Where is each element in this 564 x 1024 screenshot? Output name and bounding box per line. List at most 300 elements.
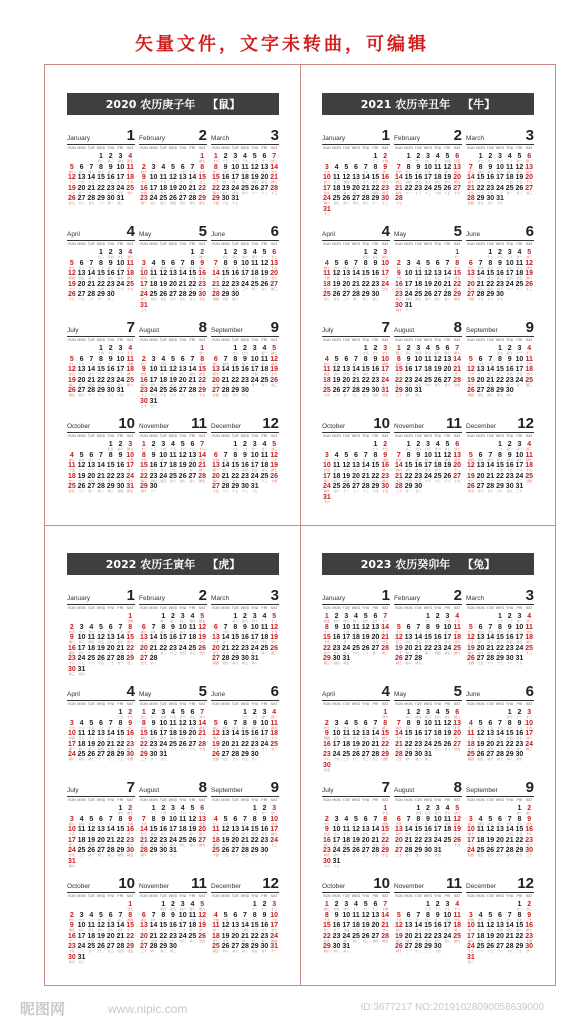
lunar-day: 初二 — [199, 832, 206, 836]
lunar-day: 十二 — [415, 190, 422, 195]
lunar-day: 初六 — [107, 382, 114, 387]
weekday-label: WED — [495, 338, 505, 342]
day-number: 18 — [352, 634, 360, 641]
lunar-day: 廿九 — [222, 938, 229, 943]
lunar-day: 初九 — [333, 907, 340, 911]
lunar-day: 三十 — [150, 372, 157, 376]
day-cell — [505, 837, 515, 848]
day-cell — [168, 195, 178, 206]
lunar-day: 十六 — [78, 832, 85, 836]
day-cell — [423, 452, 433, 463]
day-number: 20 — [231, 932, 240, 940]
day-cell — [96, 816, 106, 827]
day-cell — [197, 195, 207, 206]
lunar-day: 初十 — [372, 372, 379, 376]
lunar-day: 十四 — [127, 821, 134, 826]
day-cell — [443, 741, 453, 752]
day-number: 8 — [252, 911, 257, 919]
day-cell — [96, 912, 106, 923]
day-number: 18 — [77, 740, 86, 748]
lunar-day: 初六 — [222, 949, 229, 953]
day-number: 24 — [270, 932, 279, 940]
day-number: 5 — [468, 451, 473, 459]
day-number: 16 — [505, 462, 514, 469]
day-number: 23 — [381, 184, 390, 192]
lunar-day: 十八 — [477, 842, 484, 847]
day-cell — [86, 730, 96, 741]
day-number: 14 — [87, 270, 96, 277]
day-number: 14 — [198, 719, 207, 727]
day-cell — [485, 933, 495, 944]
day-cell — [485, 730, 495, 741]
day-cell — [240, 741, 250, 752]
day-number: 13 — [342, 366, 351, 373]
lunar-day: 十二 — [271, 255, 278, 259]
day-number: 23 — [260, 836, 269, 844]
day-number: 24 — [178, 932, 187, 940]
lunar-day: 初九 — [343, 265, 350, 270]
day-cell — [423, 837, 433, 848]
day-grid — [394, 249, 462, 312]
day-number: 8 — [517, 815, 522, 823]
day-cell — [240, 751, 250, 762]
day-cell — [260, 345, 270, 356]
day-number: 4 — [435, 153, 440, 160]
lunar-day: 初八 — [415, 468, 422, 472]
day-number: 8 — [118, 815, 123, 823]
day-cell — [413, 922, 423, 933]
lunar-day: 十五 — [199, 917, 206, 922]
day-number: 29 — [371, 483, 380, 490]
day-number: 12 — [525, 259, 534, 267]
day-cell — [371, 473, 381, 484]
lunar-day: 廿三 — [97, 190, 104, 195]
lunar-day: 初五 — [222, 661, 229, 665]
day-cell — [371, 249, 381, 260]
lunar-day: 廿七 — [333, 650, 340, 655]
day-number: 10 — [322, 462, 331, 469]
day-cell — [351, 164, 361, 175]
weekday-label: THU — [362, 434, 370, 438]
weekday-label: SAT — [270, 798, 278, 802]
day-cell — [380, 387, 390, 398]
lunar-day: 廿七 — [434, 746, 441, 751]
lunar-day: 廿五 — [352, 928, 359, 932]
day-cell — [125, 943, 135, 954]
month-number: 11 — [191, 415, 207, 432]
lunar-day: 廿四 — [127, 361, 134, 366]
day-number: 27 — [453, 740, 462, 748]
lunar-day: 十三 — [343, 746, 350, 751]
day-number: 18 — [433, 462, 442, 469]
weekday-label: THU — [434, 798, 442, 802]
day-number: 24 — [424, 472, 432, 480]
weekday-label: TUE — [87, 606, 95, 610]
day-number: 21 — [188, 184, 197, 192]
day-cell — [413, 185, 423, 196]
day-cell — [524, 837, 534, 848]
day-cell — [466, 837, 476, 848]
lunar-day: 初八 — [516, 821, 523, 826]
day-cell — [394, 473, 404, 484]
day-cell — [322, 933, 332, 944]
day-number: 9 — [373, 355, 378, 363]
day-number: 16 — [139, 184, 148, 192]
lunar-day: 廿六 — [487, 201, 494, 205]
day-cell — [443, 922, 453, 933]
day-cell — [351, 377, 361, 388]
day-cell — [485, 185, 495, 196]
day-cell — [197, 452, 207, 463]
lunar-day: 初五 — [323, 372, 330, 376]
lunar-day: 廿五 — [68, 372, 75, 376]
lunar-day: 廿一 — [251, 746, 258, 751]
weekday-label: SAT — [525, 146, 533, 150]
weekday-label: WED — [96, 242, 106, 246]
day-number: 27 — [371, 644, 380, 652]
day-number: 29 — [97, 195, 105, 202]
day-number: 20 — [476, 376, 485, 384]
day-cell — [443, 645, 453, 656]
day-cell — [149, 260, 159, 271]
day-cell — [394, 634, 404, 645]
day-number: 10 — [424, 451, 432, 459]
month-rule — [67, 432, 135, 433]
month-block — [322, 129, 390, 215]
lunar-day: 三十 — [199, 190, 206, 195]
day-number: 9 — [435, 911, 440, 919]
lunar-day: 廿八 — [261, 821, 268, 826]
lunar-day: 三十 — [88, 917, 95, 922]
lunar-day: 十六 — [127, 715, 134, 719]
lunar-day: 廿三 — [179, 457, 186, 462]
lunar-day: 十七 — [496, 297, 503, 301]
day-cell — [139, 741, 149, 752]
day-number: 18 — [260, 462, 269, 469]
month-block — [466, 877, 534, 963]
day-cell — [149, 730, 159, 741]
lunar-day: 十二 — [352, 489, 359, 493]
day-cell — [197, 901, 207, 912]
day-cell — [168, 624, 178, 635]
day-number: 23 — [221, 184, 230, 192]
day-cell — [413, 751, 423, 762]
day-number: 3 — [252, 345, 257, 352]
lunar-day: 十四 — [506, 180, 513, 184]
day-number: 13 — [525, 163, 534, 171]
weekday-label: TUE — [342, 702, 350, 706]
lunar-day: 初四 — [467, 757, 474, 761]
day-cell — [452, 291, 462, 302]
lunar-day: 廿七 — [496, 917, 503, 922]
day-number: 28 — [394, 751, 403, 758]
day-number: 19 — [394, 644, 403, 652]
lunar-day: 三十 — [352, 725, 359, 730]
lunar-day: 十六 — [107, 938, 114, 943]
weekday-label: SAT — [525, 798, 533, 802]
day-number: 4 — [69, 451, 74, 459]
weekday-header — [211, 798, 279, 803]
day-number: 16 — [241, 634, 249, 641]
day-number: 8 — [488, 259, 493, 267]
day-number: 9 — [435, 623, 440, 631]
day-cell — [188, 922, 198, 933]
month-number: 1 — [126, 127, 135, 144]
day-cell — [188, 366, 198, 377]
day-cell — [341, 816, 351, 827]
month-number: 2 — [453, 587, 462, 604]
lunar-day: 初五 — [415, 180, 422, 184]
lunar-day: 初七 — [189, 907, 196, 911]
day-number: 13 — [77, 270, 86, 277]
day-number: 25 — [169, 740, 177, 748]
day-number: 8 — [200, 355, 205, 363]
lunar-day: 初五 — [352, 478, 359, 483]
month-number: 1 — [126, 587, 135, 604]
day-cell — [77, 291, 87, 302]
lunar-day: 十五 — [222, 917, 229, 922]
lunar-day: 十九 — [323, 640, 330, 644]
day-number: 29 — [322, 943, 331, 950]
lunar-day: 初二 — [232, 832, 239, 836]
day-cell — [250, 634, 260, 645]
day-number: 4 — [171, 441, 175, 448]
day-cell — [341, 473, 351, 484]
day-cell — [423, 356, 433, 367]
day-cell — [394, 291, 404, 302]
lunar-day: 初六 — [88, 276, 95, 280]
month-block — [139, 877, 207, 963]
day-cell — [149, 174, 159, 185]
lunar-day: 十三 — [333, 382, 340, 387]
lunar-day: 廿九 — [68, 853, 75, 857]
day-number: 12 — [67, 366, 76, 373]
lunar-day: 初十 — [179, 382, 186, 387]
day-number: 18 — [525, 634, 534, 641]
day-cell — [495, 387, 505, 398]
day-cell — [260, 270, 270, 281]
day-cell — [524, 912, 534, 923]
day-number: 1 — [151, 805, 156, 812]
lunar-day: 初九 — [271, 725, 278, 730]
day-number: 8 — [363, 259, 368, 267]
lunar-day: 初二 — [352, 938, 359, 943]
weekday-label: SUN — [68, 798, 76, 802]
lunar-day: 廿七 — [506, 629, 513, 634]
month-number: 7 — [126, 779, 135, 796]
day-number: 2 — [69, 911, 74, 919]
day-number: 1 — [190, 249, 195, 256]
weekday-label: FRI — [117, 338, 124, 342]
lunar-day: 十二 — [232, 736, 239, 740]
day-number: 5 — [200, 901, 205, 908]
weekday-label: WED — [423, 798, 433, 802]
lunar-day: 廿二 — [516, 190, 523, 195]
lunar-day: 廿二 — [199, 928, 206, 932]
month-number: 7 — [381, 319, 390, 336]
day-number: 4 — [89, 623, 94, 631]
day-number: 27 — [270, 280, 279, 288]
day-cell — [466, 912, 476, 923]
day-number: 23 — [433, 644, 442, 652]
lunar-day: 十九 — [372, 276, 379, 280]
day-number: 7 — [89, 163, 94, 171]
day-cell — [322, 837, 332, 848]
day-number: 19 — [178, 730, 187, 737]
lunar-day: 廿七 — [150, 468, 157, 472]
weekday-label: WED — [240, 798, 250, 802]
day-cell — [433, 805, 443, 816]
day-number: 17 — [126, 462, 135, 469]
day-number: 15 — [149, 826, 158, 833]
day-number: 16 — [414, 174, 423, 181]
day-cell — [351, 901, 361, 912]
lunar-day: 廿三 — [333, 180, 340, 184]
day-number: 19 — [270, 634, 279, 641]
weekday-label: TUE — [342, 606, 350, 610]
day-cell — [96, 720, 106, 731]
day-number: 25 — [77, 847, 86, 854]
weekday-label: SUN — [395, 434, 403, 438]
day-cell — [221, 624, 231, 635]
day-cell — [322, 741, 332, 752]
lunar-day: 三十 — [395, 393, 402, 397]
day-cell — [524, 164, 534, 175]
day-cell — [125, 441, 135, 452]
day-number: 28 — [87, 291, 96, 298]
weekday-label: THU — [107, 798, 115, 802]
lunar-day: 十七 — [150, 928, 157, 932]
lunar-day: 廿三 — [212, 169, 219, 174]
day-cell — [413, 270, 423, 281]
day-cell — [250, 826, 260, 837]
day-number: 23 — [169, 644, 177, 652]
weekday-label: SUN — [212, 798, 220, 802]
weekday-label: TUE — [486, 338, 494, 342]
day-number: 31 — [322, 493, 331, 501]
lunar-day: 廿六 — [487, 917, 494, 922]
day-cell — [86, 655, 96, 666]
day-cell — [404, 922, 414, 933]
day-number: 30 — [250, 751, 259, 758]
lunar-day: 廿六 — [68, 959, 75, 964]
day-number: 12 — [178, 719, 187, 727]
day-cell — [361, 901, 371, 912]
day-number: 6 — [79, 355, 84, 363]
lunar-day: 廿三 — [516, 478, 523, 483]
day-cell — [260, 624, 270, 635]
day-number: 25 — [525, 644, 534, 652]
day-cell — [413, 816, 423, 827]
lunar-day: 廿九 — [88, 265, 95, 270]
day-cell — [67, 452, 77, 463]
day-number: 29 — [198, 387, 207, 394]
day-number: 1 — [223, 249, 228, 256]
day-number: 7 — [383, 613, 388, 620]
lunar-day: 初七 — [434, 297, 441, 301]
day-cell — [485, 720, 495, 731]
day-number: 12 — [87, 826, 96, 833]
day-number: 17 — [77, 644, 86, 652]
day-number: 8 — [128, 623, 133, 631]
day-cell — [394, 164, 404, 175]
day-cell — [443, 613, 453, 624]
day-number: 28 — [505, 847, 514, 854]
day-grid — [322, 249, 390, 302]
day-number: 7 — [396, 163, 401, 171]
lunar-day: 初九 — [140, 917, 147, 922]
lunar-day: 十二 — [68, 938, 75, 943]
lunar-day: 十七 — [444, 907, 451, 911]
day-cell — [139, 730, 149, 741]
day-cell — [371, 174, 381, 185]
day-cell — [443, 260, 453, 271]
lunar-day: 廿四 — [241, 928, 248, 932]
day-number: 11 — [270, 719, 278, 727]
day-number: 27 — [352, 483, 360, 490]
day-cell — [322, 366, 332, 377]
month-rule — [67, 892, 135, 893]
lunar-day: 廿二 — [107, 297, 114, 301]
lunar-day: 十九 — [78, 361, 85, 366]
day-number: 2 — [243, 613, 247, 620]
day-cell — [77, 462, 87, 473]
weekday-header — [466, 798, 534, 803]
lunar-day: 十二 — [526, 351, 533, 355]
day-cell — [96, 462, 106, 473]
day-cell — [96, 377, 106, 388]
lunar-day: 初七 — [232, 949, 239, 953]
lunar-day: 初三 — [496, 276, 503, 280]
day-number: 20 — [260, 174, 269, 181]
day-cell — [250, 805, 260, 816]
lunar-day: 廿三 — [395, 746, 402, 751]
months-grid — [67, 589, 279, 963]
day-cell — [485, 816, 495, 827]
day-cell — [443, 933, 453, 944]
year-title-bar — [322, 553, 534, 575]
day-cell — [404, 452, 414, 463]
day-cell — [197, 441, 207, 452]
lunar-day: 十一 — [261, 619, 268, 623]
day-number: 22 — [116, 836, 125, 844]
day-cell — [197, 260, 207, 271]
day-grid — [67, 441, 135, 494]
lunar-day: 十五 — [117, 715, 124, 719]
day-number: 15 — [250, 922, 259, 929]
day-cell — [404, 933, 414, 944]
lunar-day: 初三 — [212, 725, 219, 730]
day-number: 25 — [433, 472, 442, 480]
day-number: 1 — [498, 441, 502, 448]
day-cell — [341, 281, 351, 292]
month-rule — [139, 700, 207, 701]
day-cell — [77, 281, 87, 292]
day-cell — [505, 185, 515, 196]
lunar-day: 十一 — [189, 736, 196, 740]
weekday-label: WED — [351, 434, 361, 438]
lunar-day: 初二 — [516, 382, 523, 387]
day-number: 7 — [396, 451, 401, 459]
lunar-day: 十八 — [117, 180, 124, 184]
day-number: 22 — [424, 644, 432, 652]
lunar-day: 十八 — [68, 297, 75, 301]
lunar-day: 初一 — [352, 297, 359, 301]
day-cell — [250, 645, 260, 656]
day-number: 14 — [87, 366, 96, 373]
month-rule — [322, 892, 390, 893]
lunar-day: 廿四 — [352, 286, 359, 291]
